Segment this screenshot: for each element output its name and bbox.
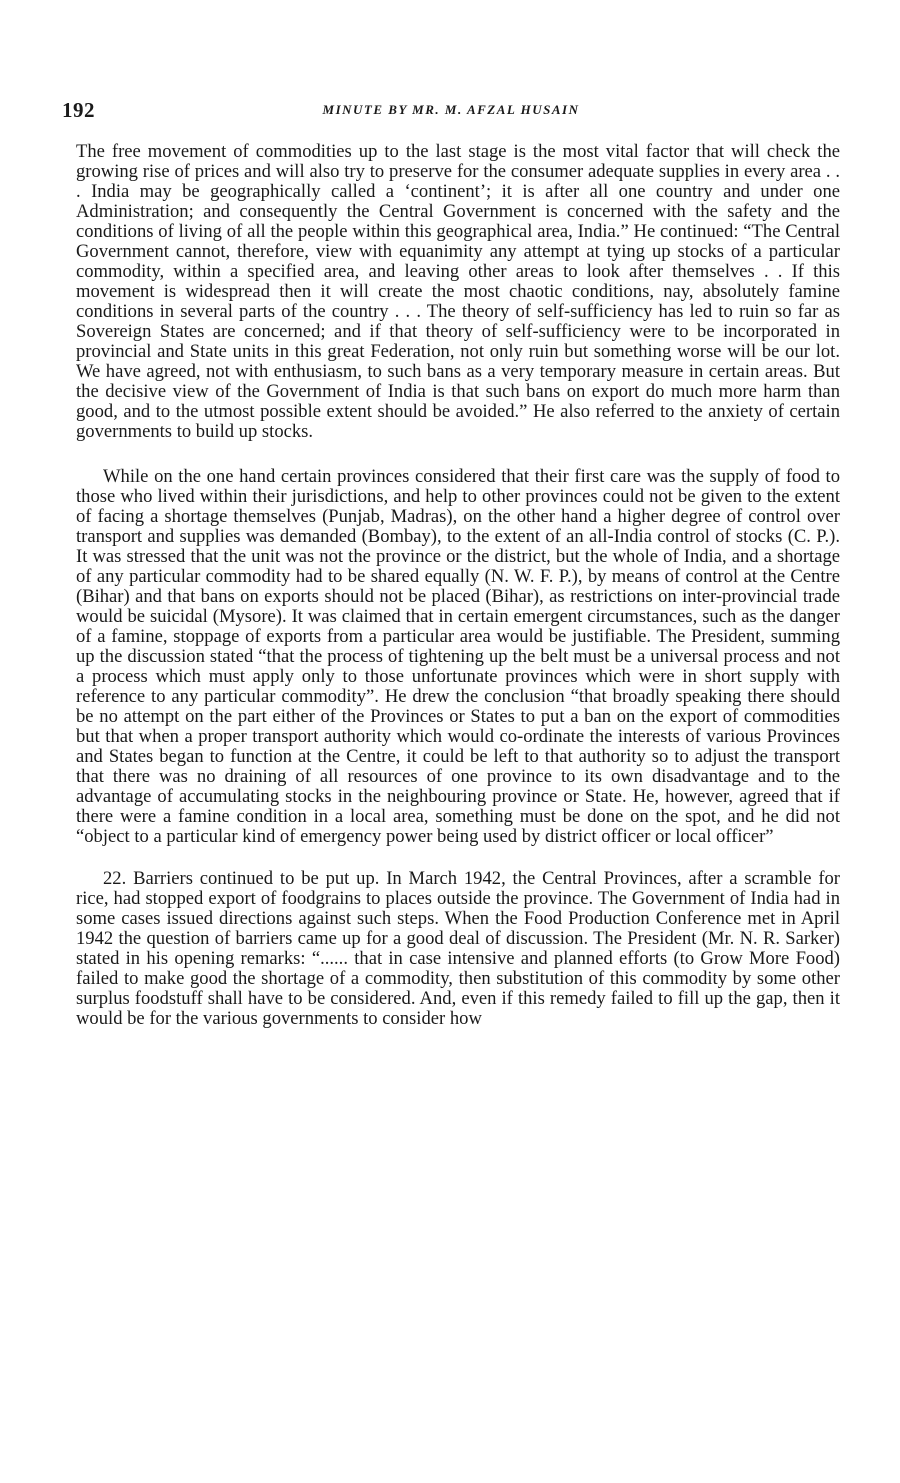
page-number: 192	[62, 98, 95, 122]
paragraph-section-22: 22. Barriers continued to be put up. In March 1942, the Central Provinces, after a scramble for rice, had stopped export of foodgrains to places outside the province. The Government of India had in some cases issued directions against such steps. When the Food Production Conference met in April 1942 the question of barriers came up for a good deal of discussion. The President (Mr. N. R. Sarker) stated in his opening remarks: “...... that in case intensive and planned efforts (to Grow More Food) failed to make good the shortage of a commodity, then substitution of this commodity by some other surplus foodstuff shall have to be considered. And, even if this remedy failed to fill up the gap, then it would be for the various governments to consider how	[76, 868, 840, 1029]
paragraph-quotation-continued: The free movement of commodities up to the last stage is the most vital factor that will check the growing rise of prices and will also try to preserve for the consumer adequate supplies in every area . . . India may be geographically called a ‘continent’; it is after all one country and under one Administration; and consequently the Central Government is concerned with the safety and the conditions of living of all the people within this geographical area, India.” He continued: “The Central Government cannot, therefore, view with equanimity any attempt at tying up stocks of a particular commodity, within a specified area, and leaving other areas to look after themselves . . If this movement is widespread then it will create the most chaotic conditions, nay, absolutely famine conditions in several parts of the country . . . The theory of self-sufficiency has led to ruin so far as Sovereign States are concerned; and if that theory of self-sufficiency were to be incorporated in provincial and State units in this great Federation, not only ruin but something worse will be our lot. We have agreed, not with enthusiasm, to such bans as a very temporary measure in certain areas. But the decisive view of the Government of India is that such bans on export do much more harm than good, and to the utmost possible extent should be avoided.” He also referred to the anxiety of certain governments to build up stocks.	[76, 141, 840, 442]
body-text	[76, 142, 840, 1029]
running-head: MINUTE BY MR. M. AFZAL HUSAIN	[322, 102, 580, 117]
page-header	[62, 98, 840, 124]
paragraph-provincial-views: While on the one hand certain provinces considered that their first care was the supply of food to those who lived within their jurisdictions, and help to other provinces could not be given to the extent of facing a shortage themselves (Punjab, Madras), on the other hand a higher degree of control over transport and supplies was demanded (Bombay), to the extent of an all-India control of stocks (C. P.). It was stressed that the unit was not the province or the district, but the whole of India, and a shortage of any particular commodity had to be shared equally (N. W. F. P.), by means of control at the Centre (Bihar) and that bans on exports should not be placed (Bihar), as restrictions on inter-provincial trade would be suicidal (Mysore). It was claimed that in certain emergent circumstances, such as the danger of a famine, stoppage of exports from a particular area would be justifiable. The President, summing up the discussion stated “that the process of tightening up the belt must be a universal process and not a process which must apply only to those unfortunate provinces which were in short supply with reference to any particular commodity”. He drew the conclusion “that broadly speaking there should be no attempt on the part either of the Provinces or States to put a ban on the export of commodities but that when a proper transport authority which would co-ordinate the interests of various Provinces and States began to function at the Centre, it could be left to that authority so to adjust the transport that there was no draining of all resources of one province to its own disadvantage and to the advantage of accumulating stocks in the neighbouring province or State. He, however, agreed that if there were a famine condition in a local area, something must be done on the spot, and he did not “object to a particular kind of emergency power being used by district officer or local officer”	[76, 466, 840, 847]
